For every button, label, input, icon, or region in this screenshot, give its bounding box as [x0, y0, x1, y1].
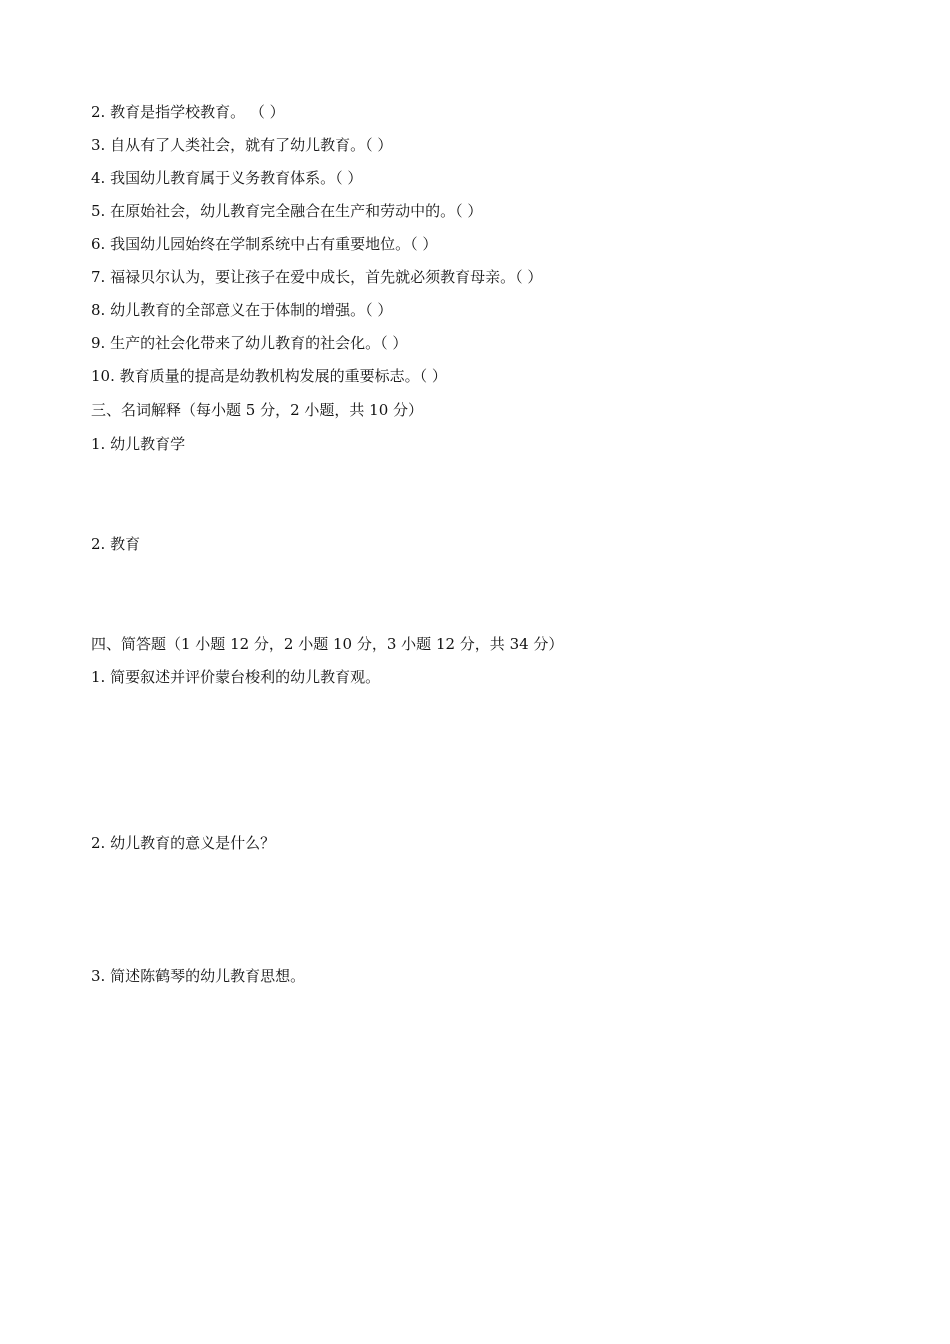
- true-false-item-6: 6. 我国幼儿园始终在学制系统中占有重要地位。（ ）: [91, 235, 438, 253]
- true-false-item-7: 7. 福禄贝尔认为，要让孩子在爱中成长，首先就必须教育母亲。（ ）: [91, 268, 543, 286]
- term-item-2: 2. 教育: [91, 535, 141, 553]
- section-3-heading: 三、名词解释（每小题 5 分，2 小题，共 10 分）: [91, 401, 424, 419]
- true-false-item-4: 4. 我国幼儿教育属于义务教育体系。（ ）: [91, 169, 363, 187]
- short-answer-item-3: 3. 简述陈鹤琴的幼儿教育思想。: [91, 967, 306, 985]
- short-answer-item-2: 2. 幼儿教育的意义是什么？: [91, 834, 276, 852]
- true-false-item-9: 9. 生产的社会化带来了幼儿教育的社会化。（ ）: [91, 334, 408, 352]
- true-false-item-3: 3. 自从有了人类社会，就有了幼儿教育。（ ）: [91, 136, 393, 154]
- true-false-item-10: 10. 教育质量的提高是幼教机构发展的重要标志。（ ）: [91, 367, 447, 385]
- term-item-1: 1. 幼儿教育学: [91, 435, 186, 453]
- true-false-item-5: 5. 在原始社会，幼儿教育完全融合在生产和劳动中的。（ ）: [91, 202, 483, 220]
- section-4-heading: 四、简答题（1 小题 12 分，2 小题 10 分，3 小题 12 分，共 34 分）: [91, 635, 564, 653]
- true-false-item-2: 2. 教育是指学校教育。 （ ）: [91, 103, 285, 121]
- short-answer-item-1: 1. 简要叙述并评价蒙台梭利的幼儿教育观。: [91, 668, 381, 686]
- true-false-item-8: 8. 幼儿教育的全部意义在于体制的增强。（ ）: [91, 301, 393, 319]
